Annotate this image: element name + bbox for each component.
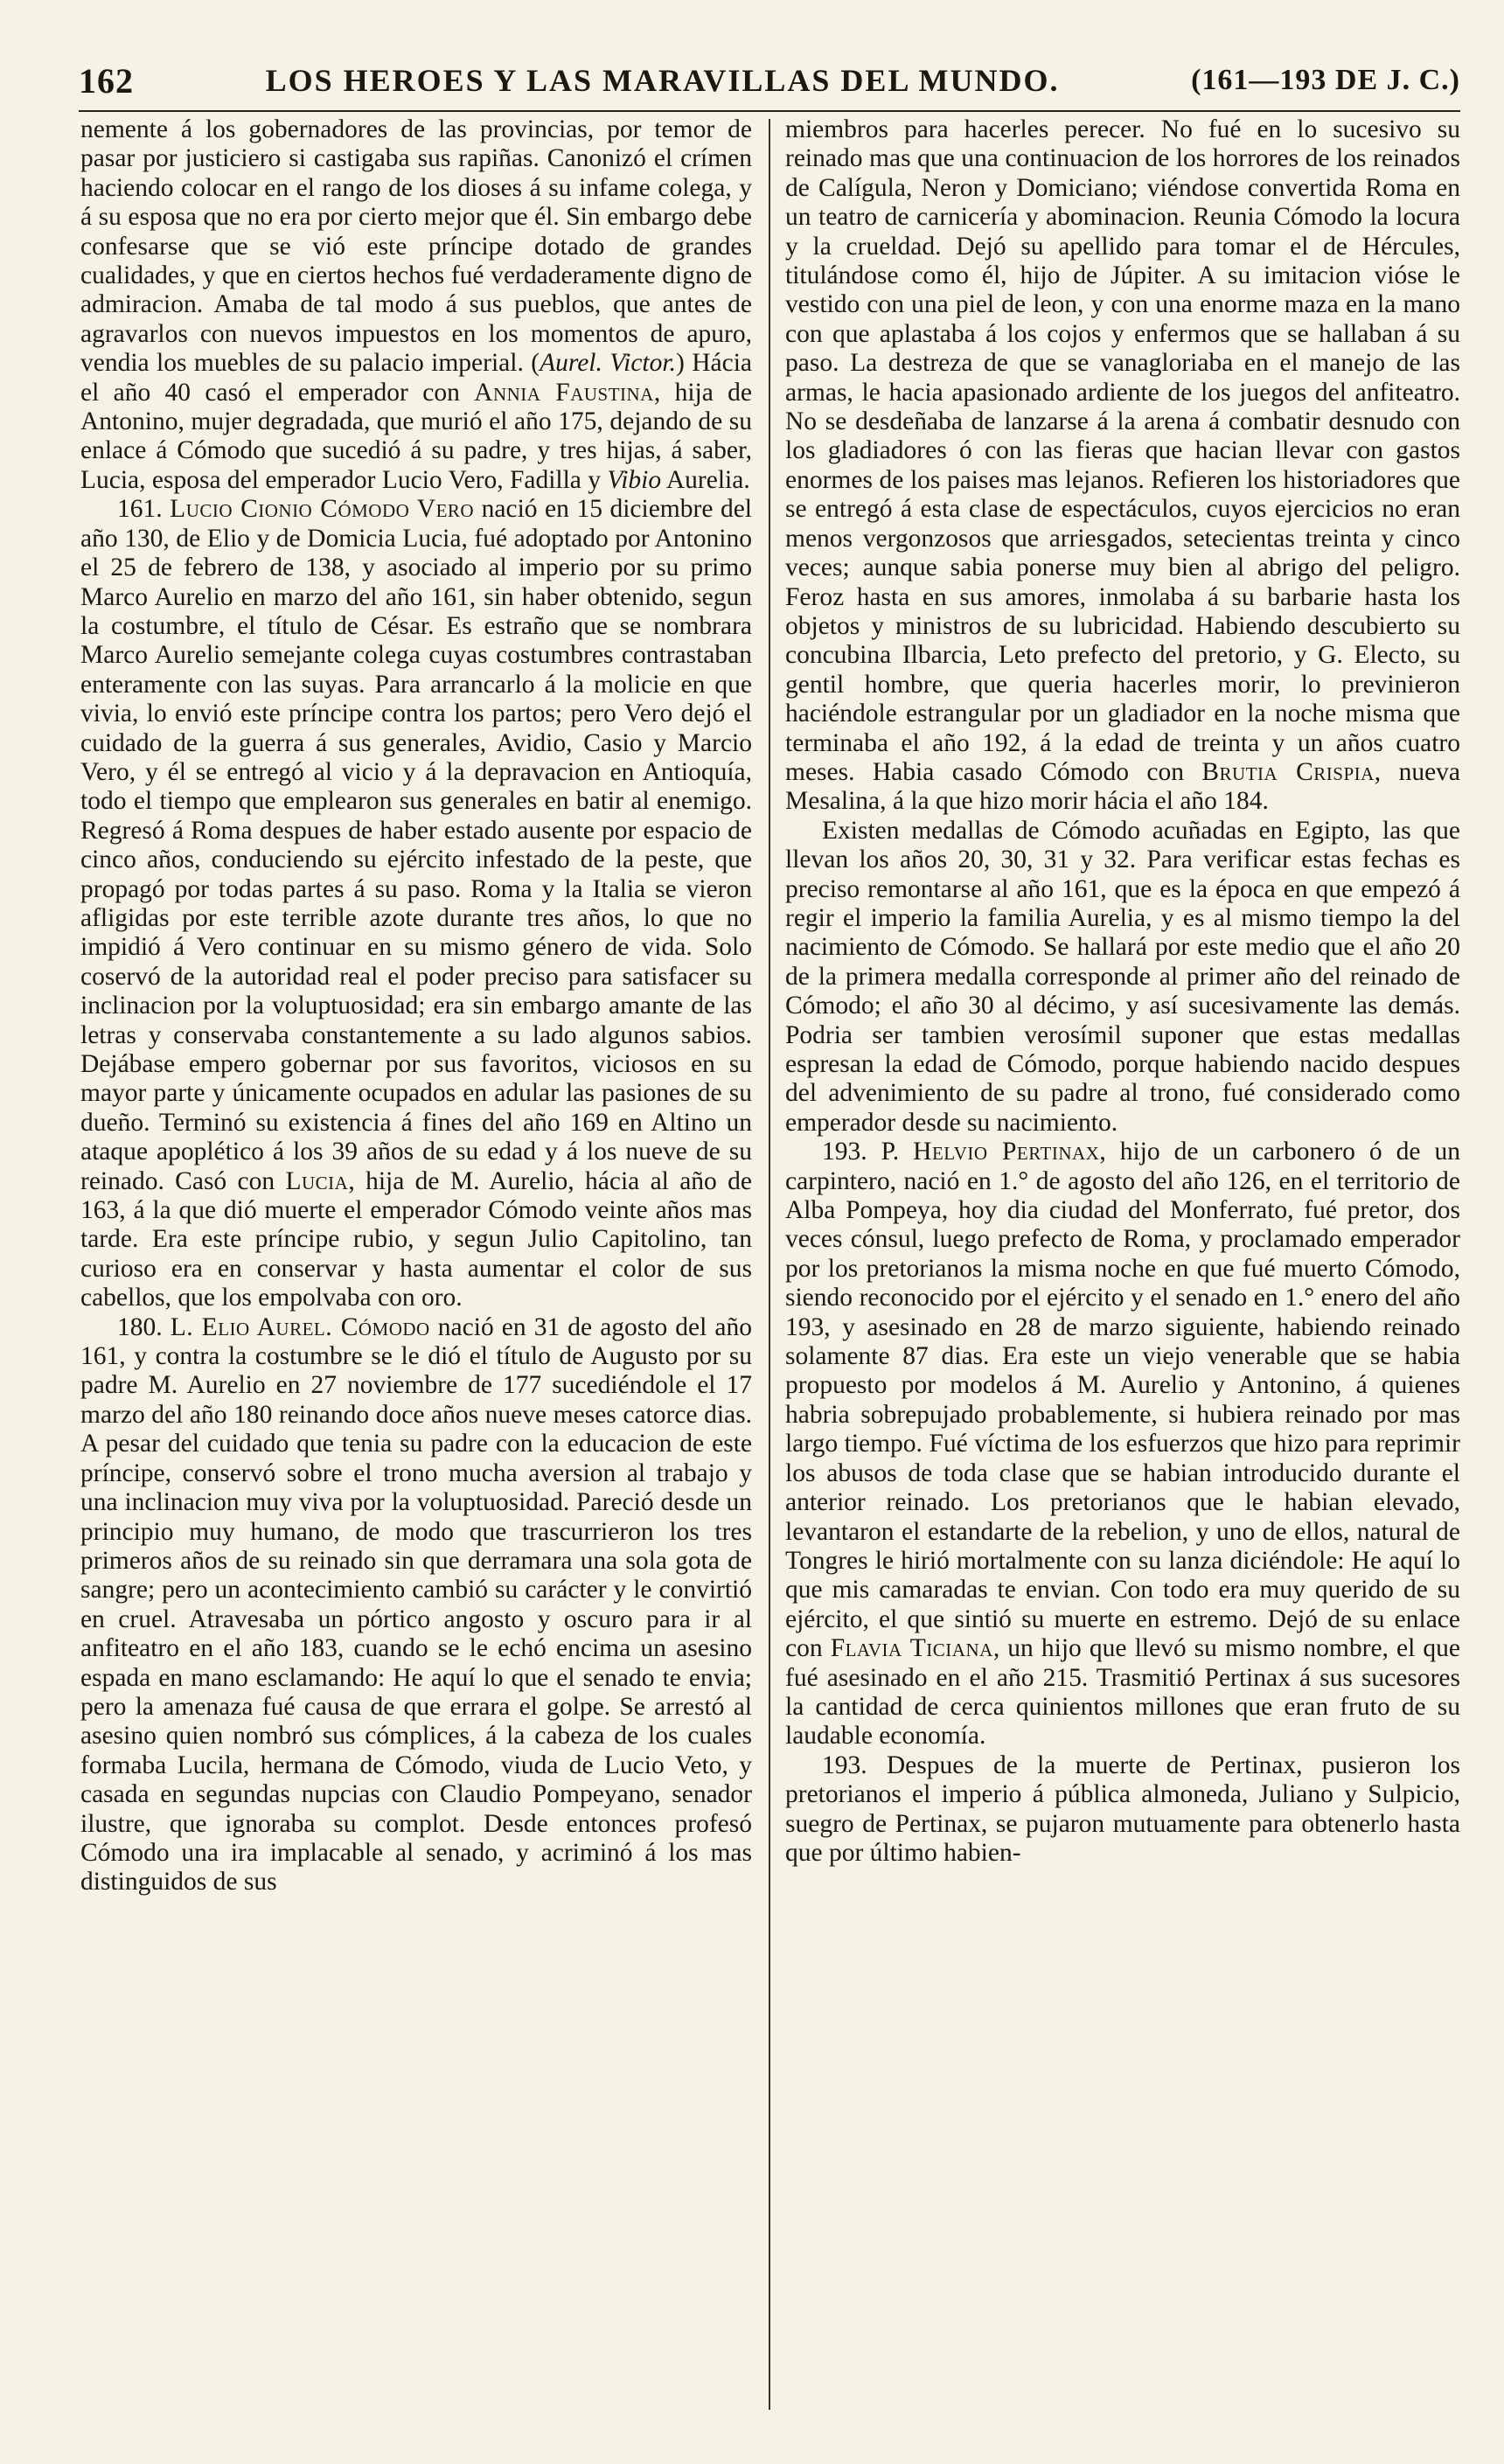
name-smallcaps: Brutia Crispia <box>1201 757 1375 786</box>
name-smallcaps: Lucia <box>285 1166 349 1195</box>
continued-paragraph <box>785 115 1460 817</box>
paragraph <box>785 1138 1460 1751</box>
page-header <box>79 54 1460 107</box>
text-run: Existen medallas de Cómodo acuñadas en Egipto, las que llevan los años 20, 30, 31 y 32. Para verificar estas fechas es preciso remontarse al año 161, que es la época en que empezó á regir el imperio la familia Aurelia, y es al mismo tiempo la del nacimiento de Cómodo. Se hallará por este medio que el año 20 de la primera medalla corresponde al primer año del reinado de Cómodo; el año 30 al décimo, y así sucesivamente las demás. Podria ser tambien verosímil suponer que estas medallas espresan la edad de Cómodo, porque habiendo nacido despues del advenimiento de su padre al trono, fué considerado como emperador desde su nacimiento. <box>785 816 1460 1137</box>
text-run: ) Hácia el año 40 casó el emperador con <box>80 349 752 407</box>
right-column <box>785 115 1460 2429</box>
text-run: nació en 31 de agosto del año 161, y contra la costumbre se le dió el título de Augusto por su padre M. Aurelio en 27 noviembre de 177 sucediéndole el 17 marzo del año 180 reinando doce años nueve meses catorce dias. A pesar del cuidado que tenia su padre con la educacion de este príncipe, conservó sobre el trono mucha aversion al trabajo y una inclinacion muy viva por la voluptuosidad. Pareció desde un principio muy humano, de modo que trascurrieron los tres primeros años de su reinado sin que derramara una sola gota de sangre; pero un acontecimiento cambió su carácter y le convirtió en cruel. Atravesaba un pórtico angosto y oscuro para ir al anfiteatro en el año 183, cuando se le echó encima un asesino espada en mano esclamando: He aquí lo que el senado te envia; pero la amenaza fué causa de que errara el golpe. Se arrestó al asesino quien nombró sus cómplices, á la cabeza de los cuales formaba Lucila, hermana de Cómodo, viuda de Lucio Veto, y casada en segundas nupcias con Claudio Pompeyano, senador ilustre, que ignoraba su complot. Desde entonces profesó Cómodo una ira implacable al senado, y acriminó á los mas distinguidos de sus <box>80 1312 752 1897</box>
name-smallcaps: Lucio Cionio Cómodo Vero <box>170 495 475 524</box>
text-run: miembros para hacerles perecer. No fué en lo sucesivo su reinado mas que una continuacion de los horrores de los reinados de Calígula, Neron y Domiciano; viéndose convertida Roma en un teatro de carnicería y abominacion. Reunia Cómodo la locura y la crueldad. Dejó su apellido para tomar el de Hércules, titulándose como él, hijo de Júpiter. A su imitacion vióse le vestido con una piel de leon, y con una enorme maza en la mano con que aplastaba á los cojos y enfermos que se hallaban á su paso. La destreza de que se vanagloriaba en el manejo de las armas, le hacia apasionado ardiente de los juegos del anfiteatro. No se desdeñaba de lanzarse á la arena á combatir desnudo con los gladiadores ó con las fieras que hacian llevar con gastos enormes de los paises mas lejanos. Refieren los historiadores que se entregó á esta clase de espectáculos, cuyos ejercicios no eran menos vergonzosos que arriesgados, setecientas treinta y cinco veces; aunque sabia ponerse muy bien al abrigo del peligro. Feroz hasta en sus amores, inmolaba á su barbarie hasta los objetos y ministros de su lubricidad. Habiendo descubierto su concubina Ilbarcia, Leto prefecto del pretorio, y G. Electo, su gentil hombre, que queria hacerles morir, lo previnieron haciéndole estrangular por un gladiador en la noche misma que terminaba el año 192, á la edad de treinta y un años cuatro meses. Habia casado Cómodo con <box>785 115 1460 786</box>
left-column <box>80 115 752 2429</box>
date-range: (161—193 DE J. C.) <box>1191 64 1460 96</box>
text-run: , hija de M. Aurelio, hácia al año de 163, á la que dió muerte el emperador Cómodo veinte años mas tarde. Era este príncipe rubio, y segun Julio Capitolino, tan curioso era en conservar y hasta aumentar el color de sus cabellos, que los empolvaba con oro. <box>80 1166 752 1312</box>
column-divider <box>769 119 770 2410</box>
paragraph <box>785 817 1460 1138</box>
italic-text: Aurel. Victor. <box>540 349 676 378</box>
name-smallcaps: L. Elio Aurel. Cómodo <box>170 1312 430 1341</box>
text-run: nació en 15 diciembre del año 130, de Elio y de Domicia Lucia, fué adoptado por Antonino el 25 de febrero de 138, y asociado al imperio por su primo Marco Aurelio en marzo del año 161, sin haber obtenido, segun la costumbre, el título de César. Es estraño que se nombrara Marco Aurelio semejante colega cuyas costumbres contrastaban enteramente con las suyas. Para arrancarlo á la molicie en que vivia, lo envió este príncipe contra los partos; pero Vero dejó el cuidado de la guerra á sus generales, Avidio, Casio y Marcio Vero, y él se entregó al vicio y á la depravacion en Antioquía, todo el tiempo que emplearon sus generales en batir al enemigo. Regresó á Roma despues de haber estado ausente por espacio de cinco años, conduciendo su ejército infestado de la peste, que propagó por todas partes á su paso. Roma y la Italia se vieron afligidas por este terrible azote durante tres años, lo que no impidió á Vero continuar en su mismo género de vida. Solo coservó de la autoridad real el poder preciso para satisfacer su inclinacion por la voluptuosidad; era sin embargo amante de las letras y conservaba constantemente a su lado algunos sabios. Dejábase empero gobernar por sus favoritos, viciosos en su mayor parte y únicamente ocupados en adular las pasiones de su dueño. Terminó su existencia á fines del año 169 en Altino un ataque apoplético á los 39 años de su edad y á los nueve de su reinado. Casó con <box>80 495 752 1195</box>
page-number: 162 <box>79 60 134 101</box>
header-rule <box>79 110 1460 112</box>
text-run: 193. Despues de la muerte de Pertinax, pusieron los pretorianos el imperio á pública almoneda, Juliano y Sulpicio, suegro de Pertinax, se pujaron mutuamente para obtenerlo hasta que por último habien- <box>785 1751 1460 1867</box>
text-run: 180. <box>117 1312 171 1341</box>
text-run: 193. P. <box>822 1138 914 1166</box>
paragraph <box>80 1313 752 1897</box>
name-smallcaps: Annia Faustina <box>474 378 654 407</box>
text-run: , hijo de un carbonero ó de un carpintero, nació en 1.° de agosto del año 126, en el territorio de Alba Pompeya, hoy dia ciudad del Monferrato, fué pretor, dos veces cónsul, luego prefecto de Roma, y proclamado emperador por los pretorianos la misma noche en que fué muerto Cómodo, siendo reconocido por el ejército y el senado en 1.° enero del año 193, y asesinado en 28 de marzo siguiente, habiendo reinado solamente 87 dias. Era este un viejo venerable que se habia propuesto por modelos á M. Aurelio y Antonino, á quienes habria sobrepujado probablemente, si hubiera reinado por mas largo tiempo. Fué víctima de los esfuerzos que hizo para reprimir los abusos de toda clase que se habian introducido durante el anterior reinado. Los pretorianos que le habian elevado, levantaron el estandarte de la rebelion, y uno de ellos, natural de Tongres le hirió mortalmente con su lanza diciéndole: He aquí lo que mis camaradas te envian. Con todo era muy querido de su ejército, el que sintió su muerte en estremo. Dejó de su enlace con <box>785 1138 1460 1663</box>
text-run: nemente á los gobernadores de las provincias, por temor de pasar por justiciero si castigaba sus rapiñas. Canonizó el crímen haciendo colocar en el rango de los dioses á su infame colega, y á su esposa que no era por cierto mejor que él. Sin embargo debe confesarse que se vió este príncipe dotado de grandes cualidades, y que en ciertos hechos fué verdaderamente digno de admiracion. Amaba de tal modo á sus pueblos, que antes de agravarlos con nuevos impuestos en los momentos de apuro, vendia los muebles de su palacio imperial. ( <box>80 115 752 378</box>
paragraph <box>80 495 752 1312</box>
text-run: , hija de Antonino, mujer degradada, que murió el año 175, dejando de su enlace á Cómodo que sucedió á su padre, y tres hijas, á saber, Lucia, esposa del emperador Lucio Vero, Fadilla y <box>80 378 752 494</box>
text-run: Aurelia. <box>661 465 750 494</box>
continued-paragraph <box>80 115 752 495</box>
running-title: LOS HEROES Y LAS MARAVILLAS DEL MUNDO. <box>265 63 1060 98</box>
name-smallcaps: Flavia Ticiana <box>830 1634 993 1663</box>
paragraph <box>785 1751 1460 1869</box>
text-run: , un hijo que llevó su mismo nombre, el que fué asesinado en el año 215. Trasmitió Pertinax á sus sucesores la cantidad de cerca quinientos millones que eran fruto de su laudable economía. <box>785 1634 1460 1751</box>
text-run: , nueva Mesalina, á la que hizo morir hácia el año 184. <box>785 757 1460 816</box>
italic-text: Vibio <box>607 465 662 494</box>
text-run: 161. <box>117 495 171 524</box>
name-smallcaps: Helvio Pertinax <box>913 1138 1100 1166</box>
